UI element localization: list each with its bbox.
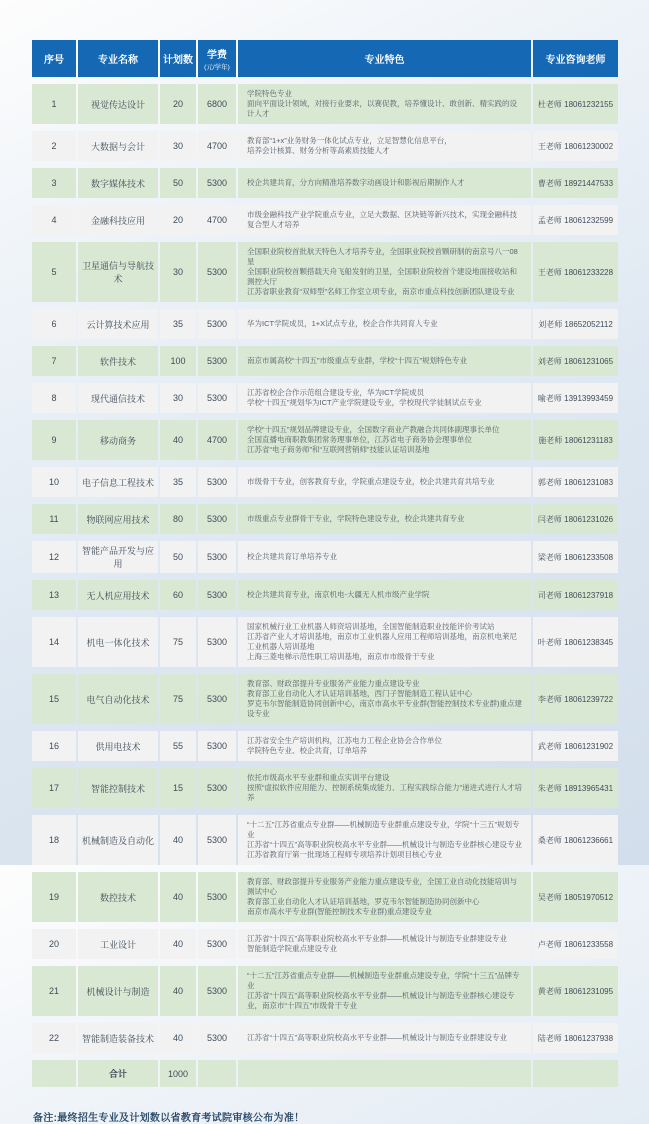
cell-plan-count: 40 bbox=[160, 1023, 196, 1053]
cell-tuition: 5300 bbox=[198, 242, 236, 302]
cell-features bbox=[238, 580, 531, 610]
cell-major-name: 数控技术 bbox=[78, 872, 158, 922]
cell-plan-count: 40 bbox=[160, 872, 196, 922]
table-footer bbox=[32, 1060, 618, 1087]
feature-line: 面向平面设计领域，对接行业要求，以赛促教，培养懂设计、敢创新、精实践的设计人才 bbox=[247, 99, 517, 118]
table-row bbox=[32, 84, 618, 124]
cell-plan-count: 20 bbox=[160, 84, 196, 124]
header-serial: 序号 bbox=[32, 40, 76, 77]
table-row bbox=[32, 872, 618, 922]
cell-major-name: 物联网应用技术 bbox=[78, 504, 158, 534]
cell-plan-count: 60 bbox=[160, 580, 196, 610]
cell-major-name: 金融科技应用 bbox=[78, 205, 158, 235]
cell-plan-count: 50 bbox=[160, 541, 196, 573]
cell-plan-count: 80 bbox=[160, 504, 196, 534]
cell-features bbox=[238, 131, 531, 161]
cell-teacher: 施老师 18061231183 bbox=[533, 420, 618, 460]
total-cell-tuition bbox=[198, 1060, 236, 1087]
cell-teacher: 刘老师 18652052112 bbox=[533, 309, 618, 339]
cell-features bbox=[238, 205, 531, 235]
feature-line: 江苏省职业教育“双师型”名师工作室立项专业，南京市重点科技创新团队建设专业 bbox=[247, 287, 515, 296]
cell-tuition: 5300 bbox=[198, 929, 236, 959]
table-header bbox=[32, 40, 618, 77]
feature-line: 江苏省“十四五”高等职业院校高水平专业群——机械设计与制造专业群建设专业 bbox=[247, 934, 507, 943]
cell-tuition: 5300 bbox=[198, 580, 236, 610]
feature-line: 全国直播电商职教集团常务理事单位，江苏省电子商务协会理事单位 bbox=[247, 435, 472, 444]
feature-line: 学院特色专业 bbox=[247, 89, 292, 98]
cell-teacher: 陆老师 18061237938 bbox=[533, 1023, 618, 1053]
feature-line: 南京市高水平专业群(智能控制技术专业群)重点建设专业 bbox=[247, 907, 432, 916]
table-row bbox=[32, 309, 618, 339]
cell-features bbox=[238, 731, 531, 761]
feature-line: 校企共建共育，分方向精准培养数字动画设计和影视后期制作人才 bbox=[247, 178, 465, 187]
feature-line: 江苏省“电子商务师”和“互联网营销师”技能认证培训基地 bbox=[247, 445, 430, 454]
feature-line: 教育部、财政部提升专业服务产业能力重点建设专业 bbox=[247, 679, 420, 688]
total-row bbox=[32, 1060, 618, 1087]
cell-serial: 7 bbox=[32, 346, 76, 376]
cell-teacher: 孟老师 18061232599 bbox=[533, 205, 618, 235]
cell-major-name: 机械设计与制造 bbox=[78, 966, 158, 1016]
cell-serial: 6 bbox=[32, 309, 76, 339]
cell-serial: 20 bbox=[32, 929, 76, 959]
feature-line: 江苏省“十四五”高等职业院校高水平专业群——机械设计与制造专业群核心建设专业，南京市“十四五”市级骨干专业 bbox=[247, 991, 515, 1010]
feature-line: 市级金融科技产业学院重点专业，立足大数据、区块链等新兴技术，实现金融科技复合型人才培养 bbox=[247, 210, 517, 229]
cell-serial: 2 bbox=[32, 131, 76, 161]
cell-features bbox=[238, 674, 531, 724]
cell-features bbox=[238, 541, 531, 573]
feature-line: 教育部“1+x”业务财务一体化试点专业，立足智慧化信息平台， bbox=[247, 136, 452, 145]
cell-major-name: 电气自动化技术 bbox=[78, 674, 158, 724]
cell-plan-count: 30 bbox=[160, 383, 196, 413]
cell-serial: 12 bbox=[32, 541, 76, 573]
cell-major-name: 机械制造及自动化 bbox=[78, 815, 158, 865]
header-features: 专业特色 bbox=[238, 40, 531, 77]
cell-major-name: 卫星通信与导航技术 bbox=[78, 242, 158, 302]
table-row bbox=[32, 674, 618, 724]
header-major-name: 专业名称 bbox=[78, 40, 158, 77]
feature-line: 江苏省教育厅第一批现场工程师专项培养计划项目核心专业 bbox=[247, 850, 442, 859]
cell-serial: 11 bbox=[32, 504, 76, 534]
cell-teacher: 武老师 18061231902 bbox=[533, 731, 618, 761]
cell-major-name: 无人机应用技术 bbox=[78, 580, 158, 610]
table-row bbox=[32, 168, 618, 198]
cell-teacher: 黄老师 18061231095 bbox=[533, 966, 618, 1016]
header-row bbox=[32, 40, 618, 77]
cell-teacher: 喻老师 13913993459 bbox=[533, 383, 618, 413]
feature-line: 依托市级高水平专业群和重点实训平台建设 bbox=[247, 773, 390, 782]
table-row bbox=[32, 504, 618, 534]
total-cell-teacher bbox=[533, 1060, 618, 1087]
cell-teacher: 李老师 18061239722 bbox=[533, 674, 618, 724]
cell-plan-count: 40 bbox=[160, 420, 196, 460]
cell-major-name: 智能产品开发与应用 bbox=[78, 541, 158, 573]
table-row bbox=[32, 815, 618, 865]
cell-plan-count: 100 bbox=[160, 346, 196, 376]
feature-line: 培养会计核算、财务分析等高素质技能人才 bbox=[247, 146, 390, 155]
feature-line: 市级骨干专业，创客教育专业，学院重点建设专业，校企共建共育共培专业 bbox=[247, 477, 495, 486]
cell-tuition: 5300 bbox=[198, 309, 236, 339]
feature-line: 江苏省安全生产培训机构，江苏电力工程企业协会合作单位 bbox=[247, 736, 442, 745]
feature-line: 全国职业院校首颗搭载天舟飞船发射的卫星，全国职业院校首个建设地面接收站和测控大厅 bbox=[247, 267, 517, 286]
feature-line: 上海三菱电梯示范性职工培训基地，南京市市级骨干专业 bbox=[247, 652, 435, 661]
cell-serial: 14 bbox=[32, 617, 76, 667]
cell-plan-count: 40 bbox=[160, 966, 196, 1016]
cell-features bbox=[238, 768, 531, 808]
total-label: 合计 bbox=[78, 1060, 158, 1087]
cell-features bbox=[238, 84, 531, 124]
cell-tuition: 5300 bbox=[198, 674, 236, 724]
cell-teacher: 曹老师 18921447533 bbox=[533, 168, 618, 198]
total-plan-value: 1000 bbox=[160, 1060, 196, 1087]
cell-features bbox=[238, 815, 531, 865]
table-row bbox=[32, 966, 618, 1016]
cell-major-name: 机电一体化技术 bbox=[78, 617, 158, 667]
feature-line: 智能制造学院重点建设专业 bbox=[247, 944, 337, 953]
cell-features bbox=[238, 346, 531, 376]
cell-features bbox=[238, 242, 531, 302]
cell-teacher: 王老师 18061230002 bbox=[533, 131, 618, 161]
cell-serial: 9 bbox=[32, 420, 76, 460]
cell-tuition: 5300 bbox=[198, 617, 236, 667]
cell-serial: 8 bbox=[32, 383, 76, 413]
table-body bbox=[32, 84, 618, 1053]
cell-major-name: 工业设计 bbox=[78, 929, 158, 959]
cell-plan-count: 35 bbox=[160, 309, 196, 339]
cell-major-name: 供用电技术 bbox=[78, 731, 158, 761]
cell-teacher: 闫老师 18061231026 bbox=[533, 504, 618, 534]
table-row bbox=[32, 617, 618, 667]
cell-plan-count: 30 bbox=[160, 242, 196, 302]
cell-tuition: 5300 bbox=[198, 467, 236, 497]
feature-line: 全国职业院校首批航天特色人才培养专业，全国职业院校首颗研制的南京号八一08星 bbox=[247, 247, 518, 266]
majors-table bbox=[30, 33, 620, 1094]
cell-tuition: 5300 bbox=[198, 1023, 236, 1053]
cell-tuition: 4700 bbox=[198, 131, 236, 161]
feature-line: 按照“虚拟软件应用能力、控制系统集成能力、工程实践综合能力”递进式进行人才培养 bbox=[247, 783, 522, 802]
cell-plan-count: 75 bbox=[160, 674, 196, 724]
cell-serial: 16 bbox=[32, 731, 76, 761]
cell-tuition: 5300 bbox=[198, 768, 236, 808]
feature-line: 校企共建共育订单培养专业 bbox=[247, 552, 337, 561]
cell-tuition: 5300 bbox=[198, 815, 236, 865]
table-row bbox=[32, 580, 618, 610]
cell-features bbox=[238, 617, 531, 667]
table-row bbox=[32, 346, 618, 376]
cell-major-name: 云计算技术应用 bbox=[78, 309, 158, 339]
footnote: 备注:最终招生专业及计划数以省教育考试院审核公布为准！ bbox=[33, 1113, 305, 1124]
cell-serial: 10 bbox=[32, 467, 76, 497]
cell-tuition: 5300 bbox=[198, 541, 236, 573]
feature-line: 市级重点专业群骨干专业，学院特色建设专业，校企共建共育专业 bbox=[247, 514, 465, 523]
feature-line: 学校“十四五”规划华为ICT产业学院建设专业，学校现代学徒制试点专业 bbox=[247, 398, 482, 407]
cell-teacher: 杜老师 18061232155 bbox=[533, 84, 618, 124]
table-row bbox=[32, 541, 618, 573]
cell-features bbox=[238, 383, 531, 413]
cell-major-name: 软件技术 bbox=[78, 346, 158, 376]
cell-serial: 19 bbox=[32, 872, 76, 922]
cell-plan-count: 40 bbox=[160, 815, 196, 865]
cell-tuition: 4700 bbox=[198, 205, 236, 235]
cell-plan-count: 30 bbox=[160, 131, 196, 161]
cell-teacher: 吴老师 18051970512 bbox=[533, 872, 618, 922]
cell-features bbox=[238, 309, 531, 339]
cell-tuition: 5300 bbox=[198, 966, 236, 1016]
cell-plan-count: 20 bbox=[160, 205, 196, 235]
feature-line: “十二五”江苏省重点专业群——机械制造专业群重点建设专业，学院“十三五”品牌专业 bbox=[247, 971, 520, 990]
cell-plan-count: 15 bbox=[160, 768, 196, 808]
cell-serial: 3 bbox=[32, 168, 76, 198]
feature-line: 学校“十四五”规划品牌建设专业，全国数字商业产教融合共同体副理事长单位 bbox=[247, 425, 500, 434]
table-row bbox=[32, 731, 618, 761]
cell-serial: 22 bbox=[32, 1023, 76, 1053]
cell-features bbox=[238, 467, 531, 497]
cell-serial: 21 bbox=[32, 966, 76, 1016]
cell-teacher: 司老师 18061237918 bbox=[533, 580, 618, 610]
table-row bbox=[32, 383, 618, 413]
feature-line: 江苏省“十四五”高等职业院校高水平专业群——机械设计与制造专业群核心建设专业 bbox=[247, 840, 522, 849]
cell-plan-count: 55 bbox=[160, 731, 196, 761]
table-row bbox=[32, 467, 618, 497]
cell-serial: 1 bbox=[32, 84, 76, 124]
cell-tuition: 5300 bbox=[198, 168, 236, 198]
cell-major-name: 移动商务 bbox=[78, 420, 158, 460]
cell-tuition: 5300 bbox=[198, 504, 236, 534]
cell-serial: 18 bbox=[32, 815, 76, 865]
cell-tuition: 5300 bbox=[198, 872, 236, 922]
table-row bbox=[32, 420, 618, 460]
cell-teacher: 王老师 18061233228 bbox=[533, 242, 618, 302]
cell-plan-count: 40 bbox=[160, 929, 196, 959]
cell-features bbox=[238, 1023, 531, 1053]
feature-line: 校企共建共育专业，南京机电-大疆无人机市级产业学院 bbox=[247, 590, 430, 599]
cell-major-name: 智能控制技术 bbox=[78, 768, 158, 808]
cell-features bbox=[238, 929, 531, 959]
feature-line: “十二五”江苏省重点专业群——机械制造专业群重点建设专业，学院“十三五”规划专业 bbox=[247, 820, 520, 839]
cell-tuition: 5300 bbox=[198, 731, 236, 761]
cell-teacher: 卢老师 18061233558 bbox=[533, 929, 618, 959]
header-teacher: 专业咨询老师 bbox=[533, 40, 618, 77]
table-row bbox=[32, 131, 618, 161]
header-tuition-unit: (元/学年) bbox=[204, 64, 230, 71]
header-tuition bbox=[198, 40, 236, 77]
cell-major-name: 数字媒体技术 bbox=[78, 168, 158, 198]
feature-line: 罗克韦尔智能制造协同创新中心，南京市高水平专业群(智能控制技术专业群)重点建设专业 bbox=[247, 699, 522, 718]
cell-teacher: 朱老师 18913965431 bbox=[533, 768, 618, 808]
table-row bbox=[32, 205, 618, 235]
table-row bbox=[32, 768, 618, 808]
cell-major-name: 视觉传达设计 bbox=[78, 84, 158, 124]
cell-plan-count: 50 bbox=[160, 168, 196, 198]
cell-serial: 13 bbox=[32, 580, 76, 610]
feature-line: 华为ICT学院成员，1+X试点专业，校企合作共同育人专业 bbox=[247, 319, 438, 328]
cell-serial: 5 bbox=[32, 242, 76, 302]
cell-tuition: 4700 bbox=[198, 420, 236, 460]
total-cell-serial bbox=[32, 1060, 76, 1087]
cell-major-name: 智能制造装备技术 bbox=[78, 1023, 158, 1053]
cell-teacher: 郭老师 18061231083 bbox=[533, 467, 618, 497]
table-row bbox=[32, 1023, 618, 1053]
cell-teacher: 刘老师 18061231065 bbox=[533, 346, 618, 376]
feature-line: 教育部工业自动化人才认证培训基地，西门子智能制造工程认证中心 bbox=[247, 689, 472, 698]
feature-line: 教育部、财政部提升专业服务产业能力重点建设专业，全国工业自动化技能培训与测试中心 bbox=[247, 877, 517, 896]
cell-major-name: 电子信息工程技术 bbox=[78, 467, 158, 497]
cell-plan-count: 35 bbox=[160, 467, 196, 497]
cell-features bbox=[238, 966, 531, 1016]
feature-line: 江苏省校企合作示范组合建设专业，华为ICT学院成员 bbox=[247, 388, 425, 397]
cell-features bbox=[238, 504, 531, 534]
cell-tuition: 6800 bbox=[198, 84, 236, 124]
total-cell-features bbox=[238, 1060, 531, 1087]
cell-teacher: 梁老师 18061233508 bbox=[533, 541, 618, 573]
cell-major-name: 大数据与会计 bbox=[78, 131, 158, 161]
cell-plan-count: 75 bbox=[160, 617, 196, 667]
feature-line: 教育部工业自动化人才认证培训基地，罗克韦尔智能制造协同创新中心 bbox=[247, 897, 480, 906]
cell-features bbox=[238, 168, 531, 198]
cell-serial: 17 bbox=[32, 768, 76, 808]
cell-teacher: 桑老师 18061236661 bbox=[533, 815, 618, 865]
feature-line: 学院特色专业、校企共育，订单培养 bbox=[247, 746, 367, 755]
cell-features bbox=[238, 420, 531, 460]
feature-line: 江苏省产业人才培训基地，南京市工业机器人应用工程师培训基地，南京机电莱尼工业机器人培训基地 bbox=[247, 632, 517, 651]
cell-serial: 15 bbox=[32, 674, 76, 724]
cell-teacher: 叶老师 18061238345 bbox=[533, 617, 618, 667]
cell-major-name: 现代通信技术 bbox=[78, 383, 158, 413]
cell-serial: 4 bbox=[32, 205, 76, 235]
cell-features bbox=[238, 872, 531, 922]
table-row bbox=[32, 929, 618, 959]
feature-line: 南京市属高校“十四五”市级重点专业群，学校“十四五”规划特色专业 bbox=[247, 356, 467, 365]
header-plan-count: 计划数 bbox=[160, 40, 196, 77]
cell-tuition: 5300 bbox=[198, 346, 236, 376]
header-tuition-label: 学费 bbox=[207, 50, 227, 61]
feature-line: 国家机械行业工业机器人师资培训基地，全国智能制造职业技能评价考试站 bbox=[247, 622, 495, 631]
cell-tuition: 5300 bbox=[198, 383, 236, 413]
table-row bbox=[32, 242, 618, 302]
feature-line: 江苏省“十四五”高等职业院校高水平专业群——机械设计与制造专业群建设专业 bbox=[247, 1033, 507, 1042]
